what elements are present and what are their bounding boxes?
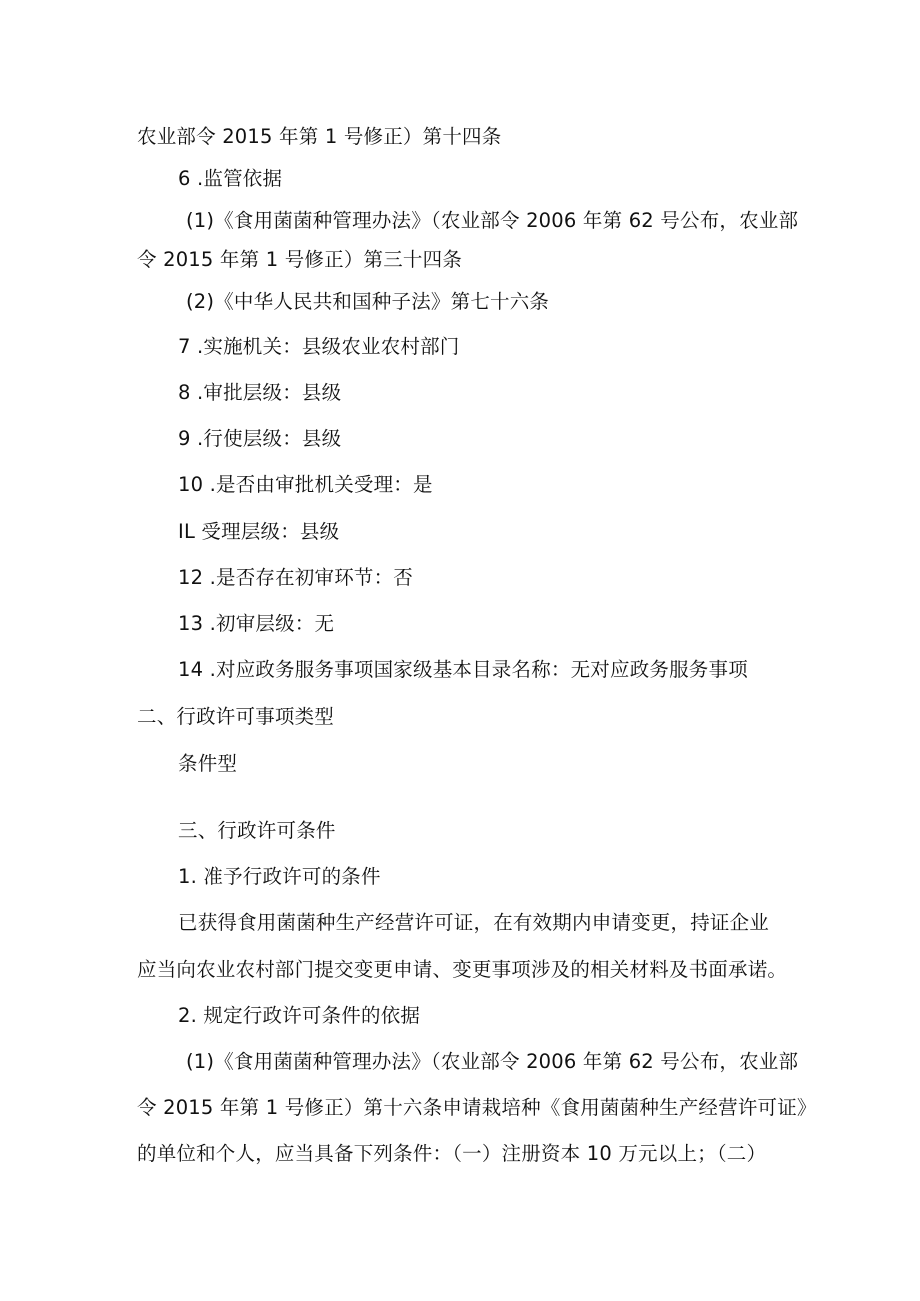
text-line: 令 2015 年第 1 号修正）第三十四条 <box>137 248 463 271</box>
list-item: 14 .对应政务服务事项国家级基本目录名称：无对应政务服务事项 <box>178 658 748 681</box>
text-line: 的单位和个人，应当具备下列条件：（一）注册资本 10 万元以上；（二） <box>137 1142 767 1165</box>
list-item: 13 .初审层级：无 <box>178 612 335 635</box>
list-item: 7 .实施机关：县级农业农村部门 <box>178 335 460 358</box>
section-heading: 6 .监管依据 <box>178 167 283 190</box>
text-line: 农业部令 2015 年第 1 号修正）第十四条 <box>137 125 502 148</box>
list-item: 8 .审批层级：县级 <box>178 381 342 404</box>
subsection-heading: 1. 准予行政许可的条件 <box>178 865 381 888</box>
text-line: (2)《中华人民共和国种子法》第七十六条 <box>186 290 550 313</box>
section-heading: 二、行政许可事项类型 <box>137 705 335 728</box>
text-line: 应当向农业农村部门提交变更申请、变更事项涉及的相关材料及书面承诺。 <box>137 958 788 981</box>
text-line: 条件型 <box>178 752 238 775</box>
list-item: 12 .是否存在初审环节：否 <box>178 566 414 589</box>
list-item: 10 .是否由审批机关受理：是 <box>178 473 433 496</box>
text-line: (1)《食用菌菌种管理办法》（农业部令 2006 年第 62 号公布，农业部 <box>186 1050 799 1073</box>
text-line: 已获得食用菌菌种生产经营许可证，在有效期内申请变更，持证企业 <box>178 911 770 934</box>
list-item: IL 受理层级：县级 <box>178 520 340 543</box>
text-line: 令 2015 年第 1 号修正）第十六条申请栽培种《食用菌菌种生产经营许可证》 <box>137 1096 817 1119</box>
subsection-heading: 2. 规定行政许可条件的依据 <box>178 1004 421 1027</box>
text-line: (1)《食用菌菌种管理办法》（农业部令 2006 年第 62 号公布，农业部 <box>186 209 799 232</box>
section-heading: 三、行政许可条件 <box>178 819 336 842</box>
list-item: 9 .行使层级：县级 <box>178 427 342 450</box>
